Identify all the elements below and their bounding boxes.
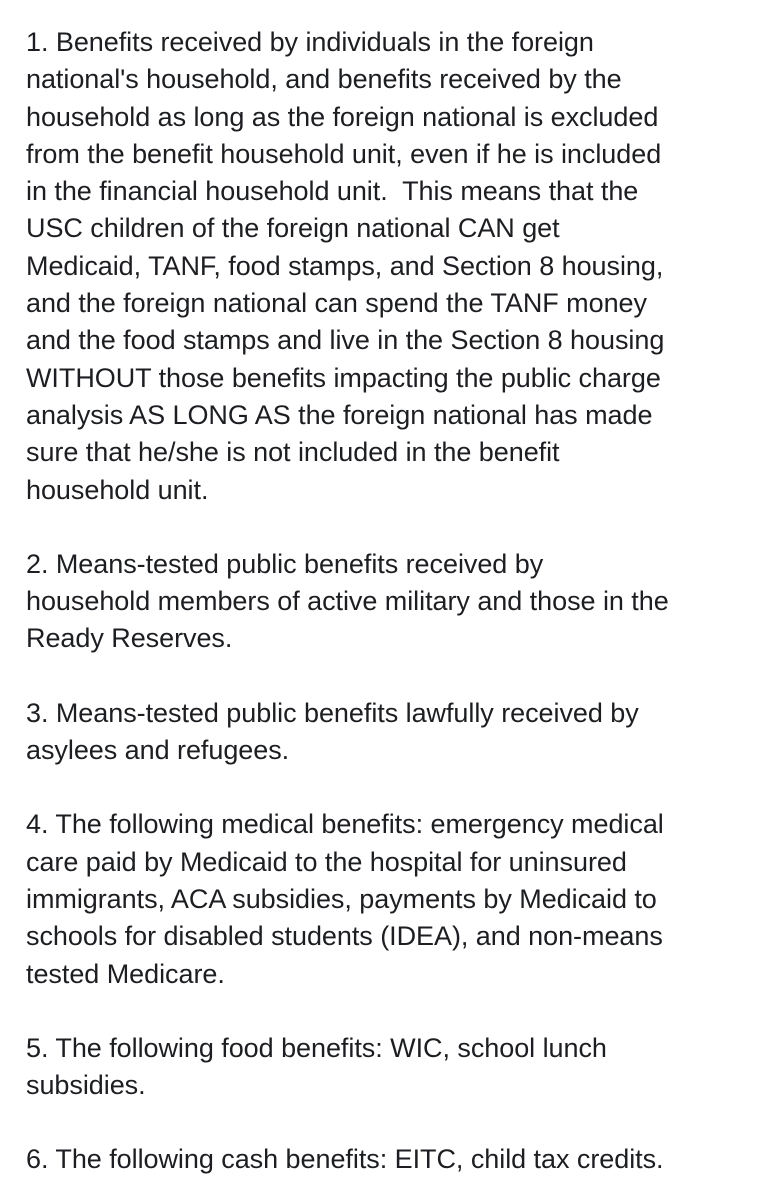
text-line: analysis AS LONG AS the foreign national has made [26, 399, 653, 430]
list-item-5 [26, 1030, 776, 1105]
list-item-3 [26, 695, 776, 770]
text-line: tested Medicare. [26, 958, 225, 989]
text-line: USC children of the foreign national CAN get [26, 213, 560, 244]
text-line: 4. The following medical benefits: emergency medical [26, 809, 664, 840]
list-item-2 [26, 546, 776, 658]
text-line: Ready Reserves. [26, 623, 233, 654]
text-line: 3. Means-tested public benefits lawfully received by [26, 697, 639, 728]
list-item-6 [26, 1141, 776, 1178]
text-line: 6. The following cash benefits: EITC, child tax credits. [26, 1144, 664, 1175]
text-line: care paid by Medicaid to the hospital for uninsured [26, 846, 627, 877]
text-line: 2. Means-tested public benefits received by [26, 548, 544, 579]
text-line: household members of active military and those in the [26, 586, 669, 617]
text-line: and the food stamps and live in the Section 8 housing [26, 325, 665, 356]
list-item-4 [26, 806, 776, 992]
list-item-1 [26, 24, 776, 509]
text-line: household as long as the foreign national is excluded [26, 101, 659, 132]
text-line: 5. The following food benefits: WIC, school lunch [26, 1032, 607, 1063]
text-line: in the financial household unit. This means that the [26, 176, 639, 207]
text-line: and the foreign national can spend the TANF money [26, 288, 647, 319]
text-line: national's household, and benefits received by the [26, 64, 622, 95]
text-line: asylees and refugees. [26, 735, 290, 766]
text-line: sure that he/she is not included in the benefit [26, 437, 560, 468]
text-line: household unit. [26, 474, 209, 505]
text-line: 1. Benefits received by individuals in the foreign [26, 27, 594, 57]
text-line: from the benefit household unit, even if he is included [26, 138, 662, 169]
text-line: immigrants, ACA subsidies, payments by Medicaid to [26, 883, 657, 914]
text-line: Medicaid, TANF, food stamps, and Section 8 housing, [26, 250, 664, 281]
text-line: WITHOUT those benefits impacting the public charge [26, 362, 661, 393]
document-body [26, 24, 776, 1179]
text-line: schools for disabled students (IDEA), and non-means [26, 921, 663, 952]
text-line: subsidies. [26, 1070, 146, 1101]
